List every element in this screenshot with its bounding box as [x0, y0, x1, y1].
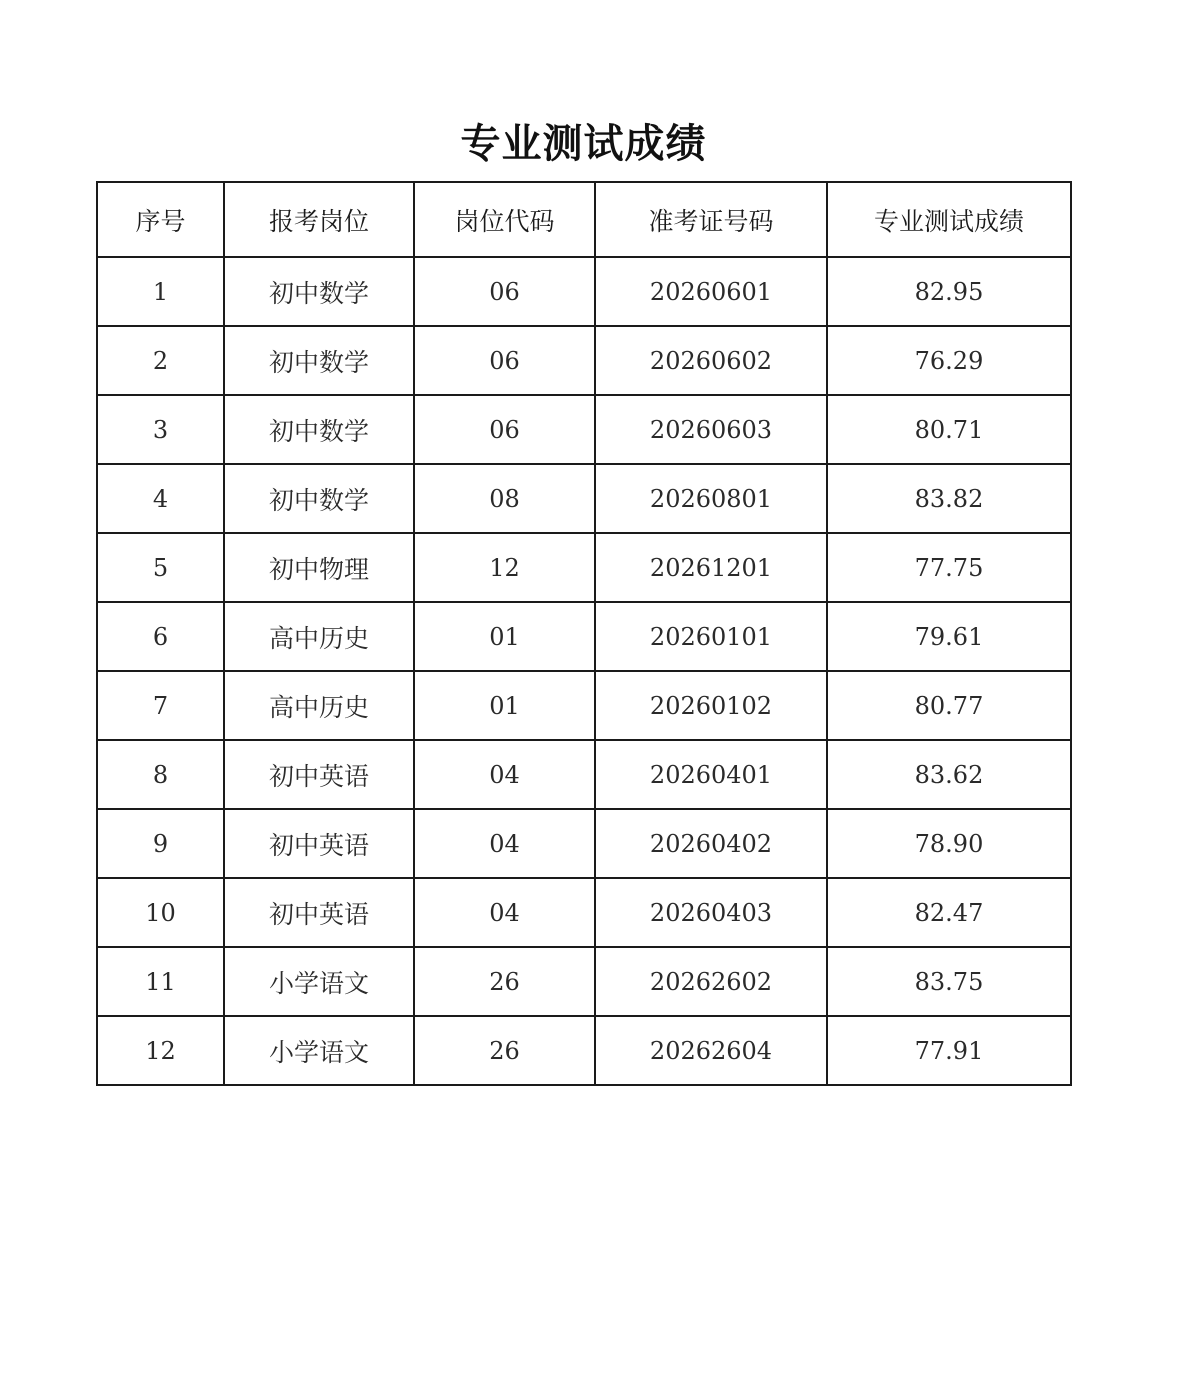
table-row: [97, 671, 1071, 740]
cell-professional-test-score: 77.91: [827, 1016, 1071, 1085]
cell-professional-test-score: 79.61: [827, 602, 1071, 671]
cell-serial-number: 6: [97, 602, 224, 671]
header-position-code: 岗位代码: [414, 182, 595, 257]
cell-applied-position: 初中数学: [224, 464, 414, 533]
cell-position-code: 26: [414, 1016, 595, 1085]
page-title: 专业测试成绩: [460, 120, 707, 167]
cell-admission-ticket-number: 20260801: [595, 464, 827, 533]
table-row: [97, 809, 1071, 878]
cell-admission-ticket-number: 20260101: [595, 602, 827, 671]
cell-applied-position: 初中数学: [224, 326, 414, 395]
table-row: [97, 395, 1071, 464]
table-row: [97, 1016, 1071, 1085]
table-row: [97, 740, 1071, 809]
cell-applied-position: 高中历史: [224, 671, 414, 740]
table-row: [97, 464, 1071, 533]
cell-professional-test-score: 76.29: [827, 326, 1071, 395]
cell-admission-ticket-number: 20260603: [595, 395, 827, 464]
cell-serial-number: 2: [97, 326, 224, 395]
cell-serial-number: 7: [97, 671, 224, 740]
cell-serial-number: 8: [97, 740, 224, 809]
cell-admission-ticket-number: 20260602: [595, 326, 827, 395]
cell-position-code: 12: [414, 533, 595, 602]
cell-applied-position: 小学语文: [224, 1016, 414, 1085]
cell-position-code: 06: [414, 326, 595, 395]
cell-professional-test-score: 78.90: [827, 809, 1071, 878]
cell-position-code: 01: [414, 602, 595, 671]
table-header-row: [97, 182, 1071, 257]
cell-admission-ticket-number: 20261201: [595, 533, 827, 602]
cell-position-code: 06: [414, 257, 595, 326]
cell-position-code: 08: [414, 464, 595, 533]
cell-applied-position: 初中数学: [224, 395, 414, 464]
cell-applied-position: 小学语文: [224, 947, 414, 1016]
table-row: [97, 533, 1071, 602]
cell-professional-test-score: 80.77: [827, 671, 1071, 740]
header-admission-ticket-number: 准考证号码: [595, 182, 827, 257]
cell-position-code: 06: [414, 395, 595, 464]
cell-professional-test-score: 82.47: [827, 878, 1071, 947]
cell-position-code: 26: [414, 947, 595, 1016]
cell-applied-position: 初中英语: [224, 740, 414, 809]
table-row: [97, 602, 1071, 671]
cell-admission-ticket-number: 20260402: [595, 809, 827, 878]
cell-position-code: 01: [414, 671, 595, 740]
cell-professional-test-score: 83.82: [827, 464, 1071, 533]
table-row: [97, 257, 1071, 326]
cell-position-code: 04: [414, 740, 595, 809]
header-applied-position: 报考岗位: [224, 182, 414, 257]
cell-admission-ticket-number: 20262602: [595, 947, 827, 1016]
cell-serial-number: 5: [97, 533, 224, 602]
cell-professional-test-score: 80.71: [827, 395, 1071, 464]
table-row: [97, 947, 1071, 1016]
cell-position-code: 04: [414, 878, 595, 947]
cell-serial-number: 4: [97, 464, 224, 533]
cell-serial-number: 1: [97, 257, 224, 326]
cell-admission-ticket-number: 20262604: [595, 1016, 827, 1085]
cell-serial-number: 10: [97, 878, 224, 947]
cell-professional-test-score: 83.75: [827, 947, 1071, 1016]
table-row: [97, 326, 1071, 395]
cell-serial-number: 11: [97, 947, 224, 1016]
cell-admission-ticket-number: 20260102: [595, 671, 827, 740]
table-row: [97, 878, 1071, 947]
header-serial-number: 序号: [97, 182, 224, 257]
cell-admission-ticket-number: 20260401: [595, 740, 827, 809]
cell-admission-ticket-number: 20260601: [595, 257, 827, 326]
cell-professional-test-score: 77.75: [827, 533, 1071, 602]
cell-professional-test-score: 83.62: [827, 740, 1071, 809]
header-professional-test-score: 专业测试成绩: [827, 182, 1071, 257]
cell-applied-position: 初中数学: [224, 257, 414, 326]
cell-applied-position: 高中历史: [224, 602, 414, 671]
cell-admission-ticket-number: 20260403: [595, 878, 827, 947]
cell-professional-test-score: 82.95: [827, 257, 1071, 326]
cell-serial-number: 12: [97, 1016, 224, 1085]
cell-position-code: 04: [414, 809, 595, 878]
cell-applied-position: 初中物理: [224, 533, 414, 602]
cell-serial-number: 3: [97, 395, 224, 464]
score-table: [96, 181, 1072, 1086]
cell-applied-position: 初中英语: [224, 878, 414, 947]
cell-applied-position: 初中英语: [224, 809, 414, 878]
cell-serial-number: 9: [97, 809, 224, 878]
